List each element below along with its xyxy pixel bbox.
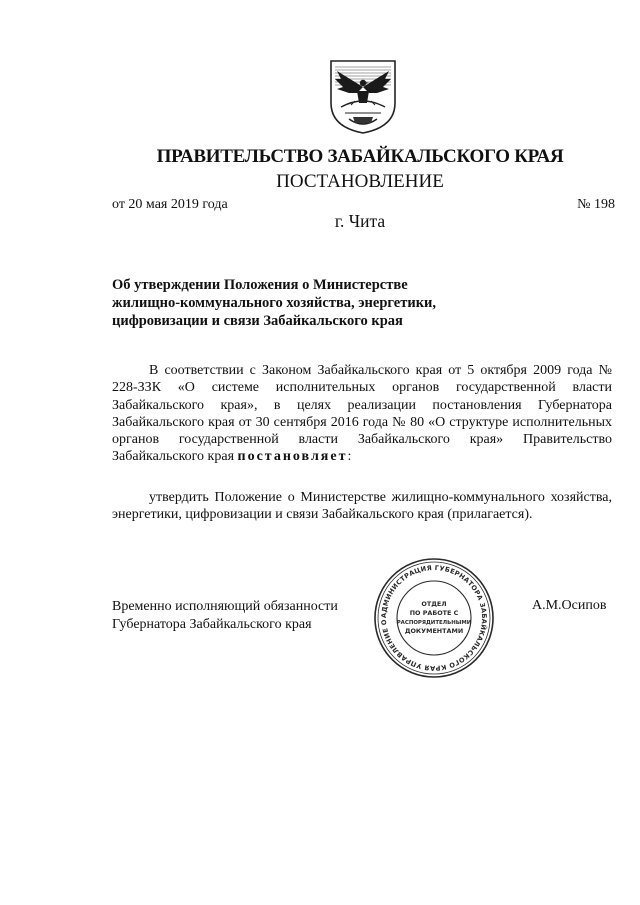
document-type: ПОСТАНОВЛЕНИЕ: [276, 171, 444, 192]
signatory-position: [112, 598, 372, 634]
body-paragraph-resolution: утвердить Положение о Министерстве жилищно-коммунального хозяйства, энергетики, цифровизации и связи Забайкальского края (прилагается).: [112, 490, 612, 523]
stamp-seal-icon: [372, 556, 496, 680]
preamble-colon: :: [347, 449, 352, 465]
body-paragraph-preamble: [112, 362, 612, 466]
organization-title: ПРАВИТЕЛЬСТВО ЗАБАЙКАЛЬСКОГО КРАЯ: [156, 146, 564, 167]
decree-word: постановляет: [237, 449, 348, 465]
stamp-ring-text: АДМИНИСТРАЦИЯ ГУБЕРНАТОРА ЗАБАЙКАЛЬСКОГО КРАЯ УПРАВЛЕНИЕ О: [379, 563, 489, 673]
stamp-center-line: ДОКУМЕНТАМИ: [404, 627, 464, 635]
document-subject: [112, 276, 472, 330]
stamp-center-line: ПО РАБОТЕ С: [409, 609, 459, 617]
subject-line: цифровизации и связи Забайкальского края: [112, 313, 403, 329]
document-number: № 198: [577, 197, 615, 212]
stamp-center-line: РАСПОРЯДИТЕЛЬНЫМИ: [396, 620, 472, 626]
document-city: г. Чита: [334, 211, 386, 231]
subject-line: жилищно-коммунального хозяйства, энергетики,: [112, 295, 437, 311]
preamble-text: В соответствии с Законом Забайкальского края от 5 октября 2009 года № 228-ЗЗК «О системе исполнительных органов государственной власти Забайкальского края», в целях реализации постановления Губернатора Забайкальского края от 30 сентября 2016 года № 80 «О структуре исполнительных органов государственной власти Забайкальского края» Правительство Забайкальского края: [112, 363, 612, 465]
stamp-center-line: ОТДЕЛ: [421, 600, 447, 608]
signatory-name: А.М.Осипов: [532, 598, 607, 613]
subject-line: Об утверждении Положения о Министерстве: [112, 277, 408, 293]
official-stamp: [372, 556, 496, 680]
signatory-position-line: Временно исполняющий обязанности: [112, 599, 338, 614]
document-date: от 20 мая 2019 года: [112, 197, 228, 212]
coat-of-arms-icon: [327, 57, 399, 135]
signatory-position-line: Губернатора Забайкальского края: [112, 617, 312, 632]
coat-of-arms-emblem: [327, 57, 399, 135]
